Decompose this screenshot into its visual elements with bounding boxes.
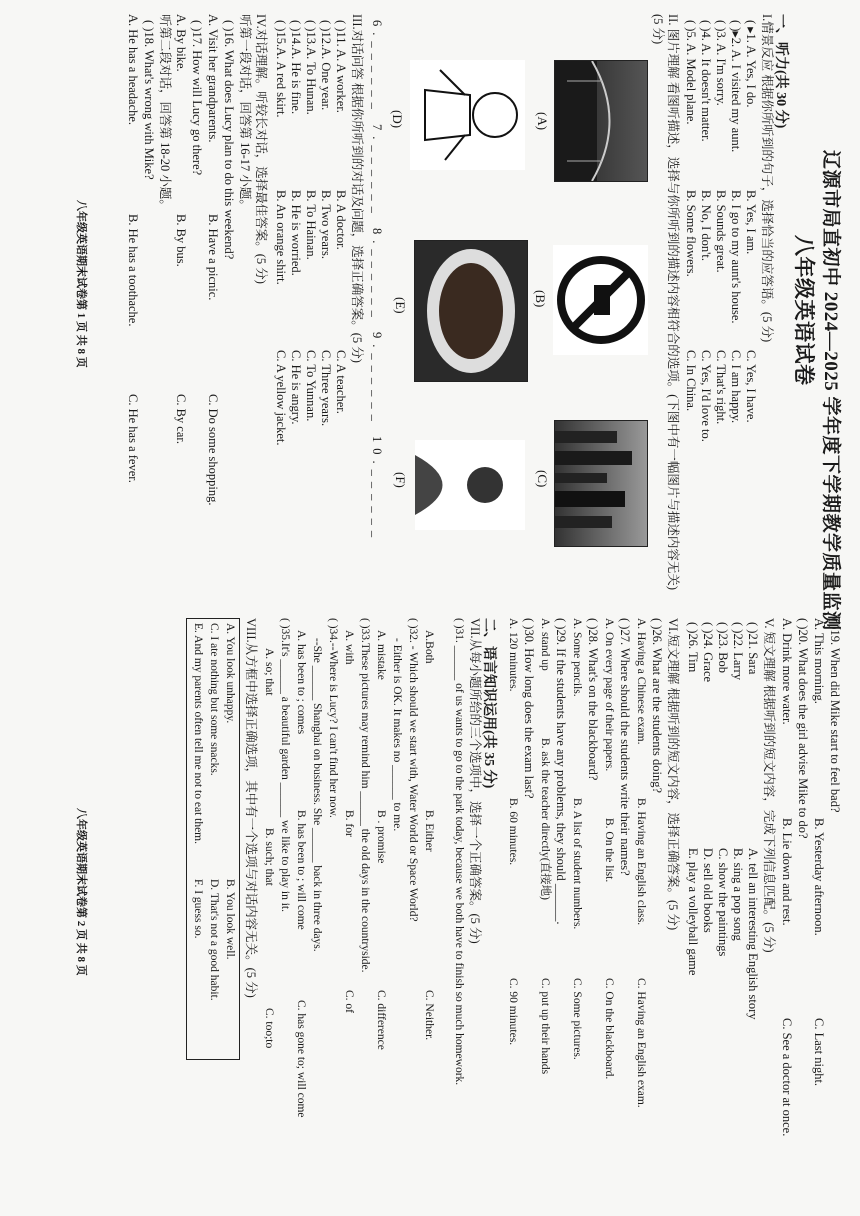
picture-e-food xyxy=(414,240,528,382)
picture-d-label: (D) xyxy=(390,110,405,129)
question-19: ( )19. When did Mike start to feel bad? xyxy=(828,618,842,813)
options-box xyxy=(186,618,240,1060)
question-30-options xyxy=(505,618,520,1045)
option-b: B. such; that xyxy=(263,828,275,886)
option-b: B. To Hainan. xyxy=(304,190,318,260)
option-c: C. He has a fever. xyxy=(126,394,140,483)
question-31: ( )31. ______ of us wants to go to the park today, because we both have to finish so much homework. xyxy=(453,618,465,1086)
match-name: ( )21. Sara xyxy=(746,622,760,675)
question-row xyxy=(333,20,348,520)
match-name: ( )26. Tim xyxy=(686,622,700,673)
question-row xyxy=(698,20,713,520)
option-a: A. so; that xyxy=(263,648,275,696)
picture-b-label: (B) xyxy=(533,290,548,308)
question-19-options xyxy=(811,618,826,1086)
option-a: A. On every page of their papers. xyxy=(603,618,615,772)
match-activity: E. play a volleyball game xyxy=(686,848,700,976)
option-a: ( )▸2. A. I visited my aunt. xyxy=(729,20,743,153)
box-option-a: A. You look unhappy. xyxy=(224,623,236,724)
option-a: ( )14.A. He is fine. xyxy=(289,20,303,115)
question-32-reply: - Either is OK. It makes no ______ to me. xyxy=(391,638,403,832)
option-a: A. Having a Chinese exam. xyxy=(635,618,647,745)
option-c: C. See a doctor at once. xyxy=(780,1018,794,1137)
question-row xyxy=(713,20,728,520)
match-activity: A. tell an interesting English story xyxy=(746,848,760,1020)
question-row xyxy=(288,20,303,520)
picture-e-label: (E) xyxy=(393,297,408,314)
option-b: B. I go to my aunt's house. xyxy=(729,190,743,324)
option-c: C. difference xyxy=(375,990,387,1050)
question-26-options xyxy=(633,618,648,1108)
match-name: ( )24. Grace xyxy=(701,622,715,683)
option-b: B . promise xyxy=(375,810,387,864)
option-a: ( ▸1. A. Yes, I do. xyxy=(744,20,758,108)
question-17-options xyxy=(173,14,188,444)
options-row xyxy=(341,630,356,1013)
part-4-header: IV.对话理解。听较长对话，选择最佳答案。(5 分) xyxy=(254,14,268,284)
question-row xyxy=(303,20,318,520)
option-b: B. No, I don't. xyxy=(699,190,713,262)
part-3-header: III.对话问答 根据你所听到的对话及问题，选择正确答案。(5 分) xyxy=(350,14,364,363)
picture-a-label: (A) xyxy=(535,112,550,131)
section-language-heading: 二、语言知识运用(共 35 分) xyxy=(481,618,496,789)
picture-b-no-sign xyxy=(553,245,648,355)
option-a: ( )11. A. A worker. xyxy=(334,20,348,113)
option-a: A. has been to ; comes xyxy=(295,630,307,735)
match-activity: B. sing a pop song xyxy=(731,848,745,941)
match-activity: C. show the paintings xyxy=(716,848,730,957)
part-4-instruction-1: 听第一段对话，回答第 16-17 小题。 xyxy=(238,14,252,212)
part-1-questions xyxy=(683,20,758,520)
options-row xyxy=(779,618,794,1136)
part-5-header: V. 短文理解 根据听到的短文内容，完成下列信息匹配。(5 分) xyxy=(762,618,776,953)
options-row xyxy=(811,618,826,1086)
option-b: B. ask the teacher directly(直接地) xyxy=(539,738,551,900)
question-29-options xyxy=(537,618,552,1074)
option-c: C. Do some shopping. xyxy=(206,394,220,506)
box-option-f: F. I guess so. xyxy=(192,879,204,939)
question-35-options xyxy=(261,648,276,1048)
option-c: C. Yes, I'd love to. xyxy=(699,350,713,442)
picture-c-label: (C) xyxy=(535,470,550,488)
option-b: B. He is worried. xyxy=(289,190,303,276)
option-a: A. He has a headache. xyxy=(126,14,140,126)
option-a: ( )4. A. It doesn't matter. xyxy=(699,20,713,142)
picture-f-person xyxy=(415,440,525,530)
option-c: C. He is angry. xyxy=(289,350,303,425)
option-c: C. too;to xyxy=(263,1008,275,1049)
question-29: ( )29. If the students have any problems, they should ______. xyxy=(554,618,568,925)
options-row xyxy=(633,618,648,1108)
question-26: ( )26. What are the students doing? xyxy=(650,618,664,794)
question-16-options xyxy=(205,14,220,505)
options-row xyxy=(261,648,276,1048)
option-c: C. Some pictures. xyxy=(571,978,583,1060)
option-b: B. Having an English class. xyxy=(635,798,647,926)
question-34: ( )34.--Where is Lucy? I can't find her now. xyxy=(327,618,339,818)
option-a: ( )12.A. One year. xyxy=(319,20,333,111)
options-row xyxy=(421,630,436,1040)
option-a: ( )5. A. Model plane. xyxy=(684,20,698,125)
option-c: C. By car. xyxy=(174,394,188,444)
option-b: B. Two years. xyxy=(319,190,333,260)
question-33-options xyxy=(341,630,356,1013)
box-option-e: E. And my parents often tell me not to eat them. xyxy=(192,623,204,845)
option-c: C. Neither. xyxy=(423,990,435,1041)
question-31-options xyxy=(421,630,436,1040)
options-row xyxy=(601,618,616,1079)
question-row xyxy=(273,20,288,520)
option-c: C. On the blackboard. xyxy=(603,978,615,1080)
option-b: B. has been to ; will come xyxy=(295,810,307,930)
question-32-options xyxy=(373,630,388,1050)
question-27-options xyxy=(601,618,616,1079)
option-c: C. A teacher. xyxy=(334,350,348,414)
part-7-header: VII.从每小题所给的三个选项中，选择一个正确答案。(5 分) xyxy=(468,618,482,944)
option-b: B. Sounds great. xyxy=(714,190,728,273)
picture-c-city xyxy=(554,420,648,547)
question-17: ( )17. How will Lucy go there? xyxy=(190,20,204,176)
option-b: B. A doctor. xyxy=(334,190,348,250)
match-name: ( )23. Bob xyxy=(716,622,730,674)
question-33: ( )33.These pictures may remind him ______ the old days in the countryside. xyxy=(359,618,371,973)
option-c: C. put up their hands xyxy=(539,978,551,1075)
picture-a-bridge xyxy=(554,60,648,182)
exam-page-2 xyxy=(0,608,860,1216)
option-a: A. Visit her grandparents. xyxy=(206,14,220,143)
options-row xyxy=(125,14,140,483)
option-c: C. To Yunnan. xyxy=(304,350,318,422)
option-a: A. Drink more water. xyxy=(780,618,794,725)
option-b: B. for xyxy=(343,810,355,837)
box-option-d: D. That's not a good habit. xyxy=(208,879,220,1001)
picture-d-cartoon-girl xyxy=(410,60,525,170)
question-20-options xyxy=(779,618,794,1136)
question-18: ( )18. What's wrong with Mike? xyxy=(142,20,156,180)
part-8-header: VIII.从方框中选择正确选项，其中有一个选项与对话内容无关。(5 分) xyxy=(244,618,258,998)
part-2-header: II. 图片理解 看图听描述，选择与你所听到的描述内容相符合的选项。(下图中有一幅图片与描述内容无关)(5 分) xyxy=(651,14,680,591)
option-c: C. has gone to; will come xyxy=(295,1000,307,1118)
option-c: C. That's right. xyxy=(714,350,728,425)
question-30: ( )30. How long does the exam last? xyxy=(522,618,536,799)
option-a: ( )13.A. To Hunan. xyxy=(304,20,318,115)
option-a: A. Some pencils. xyxy=(571,618,583,697)
answer-blanks-6-10: 6.______ 7.______ 8.______ 9.______ 10.______ xyxy=(370,20,384,544)
option-a: A. mistake xyxy=(375,630,387,680)
match-name: ( )22. Larry xyxy=(731,622,745,680)
box-option-b: B. You look well. xyxy=(224,879,236,960)
options-row xyxy=(173,14,188,444)
part-5-names xyxy=(685,622,760,682)
page-2-footer: 八年级英语期末试卷第 2 页 共 8 页 xyxy=(75,808,87,976)
question-34-options xyxy=(293,630,308,1118)
option-c: C. Having an English exam. xyxy=(635,978,647,1108)
options-row xyxy=(205,14,220,505)
option-b: B. He has a toothache. xyxy=(126,214,140,327)
option-a: A. stand up xyxy=(539,618,551,671)
part-3-questions xyxy=(273,20,348,520)
options-row xyxy=(505,618,520,1045)
option-b: B. Either xyxy=(423,810,435,852)
box-option-c: C. I ate nothing but some snacks. xyxy=(208,623,220,776)
exam-title: 辽源市局直初中 2024—2025 学年度下学期教学质量监测 xyxy=(820,150,841,631)
picture-f-label: (F) xyxy=(393,472,408,488)
options-row xyxy=(373,630,388,1050)
part-5-activities xyxy=(685,848,760,1020)
option-a: A. This morning. xyxy=(812,618,826,704)
option-b: B. Have a picnic. xyxy=(206,214,220,301)
option-c: C. A yellow jacket. xyxy=(274,350,288,446)
question-32: ( )32. - Which should we start with, Water World or Space World? xyxy=(407,618,419,922)
exam-subtitle: 八年级英语试卷 xyxy=(792,235,816,386)
option-c: C. Three years. xyxy=(319,350,333,427)
option-a: A. with xyxy=(343,630,355,665)
option-b: B. An orange shirt. xyxy=(274,190,288,285)
question-27: ( )27. Where should the students write their names? xyxy=(618,618,632,876)
option-c: C. Last night. xyxy=(812,1018,826,1087)
option-b: B. Yes, I am. xyxy=(744,190,758,255)
option-b: B. A list of student numbers. xyxy=(571,798,583,930)
question-35: ( )35.It's ______ a beautiful garden ______ we like to play in it. xyxy=(279,618,291,912)
part-6-header: VI.短文理解 根据听到的短文内容，选择正确答案。(5 分) xyxy=(666,618,680,931)
option-c: C. I am happy. xyxy=(729,350,743,424)
match-activity: D. sell old books xyxy=(701,848,715,933)
option-b: B. Some flowers. xyxy=(684,190,698,277)
options-row xyxy=(293,630,308,1118)
section-listening-heading: 一、听力(共 30 分) xyxy=(773,14,788,129)
option-c: C. Yes, I have. xyxy=(744,350,758,423)
options-row xyxy=(537,618,552,1074)
question-row xyxy=(318,20,333,520)
option-c: C. of xyxy=(343,990,355,1013)
question-28-options xyxy=(569,618,584,1060)
option-a: ( )3. A. I'm sorry. xyxy=(714,20,728,106)
option-a: A. By bike. xyxy=(174,14,188,72)
page-1-footer: 八年级英语期末试卷第 1 页 共 8 页 xyxy=(75,200,87,368)
option-b: B. By bus. xyxy=(174,214,188,267)
question-row xyxy=(683,20,698,520)
question-16: ( )16. What does Lucy plan to do this weekend? xyxy=(222,20,236,260)
option-c: C. 90 minutes. xyxy=(507,978,519,1046)
question-34-reply: --She ______ Shanghai on business. She ______ back in three days. xyxy=(311,638,323,952)
option-c: C. In China. xyxy=(684,350,698,412)
option-b: B. Lie down and rest. xyxy=(780,818,794,926)
option-b: B. On the list. xyxy=(603,818,615,883)
option-a: A.Both xyxy=(423,630,435,664)
option-b: B. Yesterday afternoon. xyxy=(812,818,826,936)
part-4-instruction-2: 听第二段对话，回答第 18-20 小题。 xyxy=(158,14,172,212)
question-18-options xyxy=(125,14,140,483)
part-1-header: I.情景反应 根据你所听到的句子，选择恰当的应答语。(5 分) xyxy=(760,14,774,343)
option-a: ( )15.A. A red skirt. xyxy=(274,20,288,118)
options-row xyxy=(569,618,584,1060)
option-a: A. 120 minutes. xyxy=(507,618,519,692)
question-row xyxy=(728,20,743,520)
question-28: ( )28. What's on the blackboard? xyxy=(586,618,600,781)
option-b: B. 60 minutes. xyxy=(507,798,519,866)
question-20: ( )20. What does the girl advise Mike to do? xyxy=(796,618,810,839)
question-row xyxy=(743,20,758,520)
